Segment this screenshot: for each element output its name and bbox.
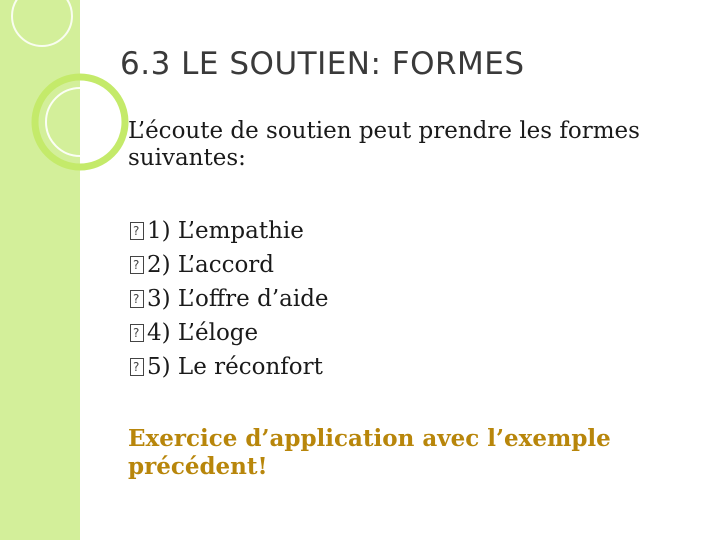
list-item-label: 2) L’accord bbox=[147, 252, 275, 278]
list-item bbox=[130, 248, 329, 282]
list-item-label: 3) L’offre d’aide bbox=[147, 286, 329, 312]
unknown-glyph-icon bbox=[130, 290, 144, 308]
slide-title: 6.3 LE SOUTIEN: FORMES bbox=[120, 46, 525, 82]
intro-text: L’écoute de soutien peut prendre les formes suivantes: bbox=[128, 118, 640, 171]
ring-large bbox=[35, 77, 125, 167]
unknown-glyph-icon bbox=[130, 222, 144, 240]
list-item bbox=[130, 214, 329, 248]
decorative-rings bbox=[0, 0, 140, 200]
exercise-text: Exercice d’application avec l’exemple précédent! bbox=[128, 425, 611, 480]
unknown-glyph-icon bbox=[130, 358, 144, 376]
unknown-glyph-icon bbox=[130, 324, 144, 342]
list-item bbox=[130, 316, 329, 350]
ring-inner bbox=[46, 88, 114, 156]
list-item bbox=[130, 350, 329, 384]
ring-small bbox=[12, 0, 72, 46]
list-item-label: 5) Le réconfort bbox=[147, 354, 323, 380]
list-item-label: 4) L’éloge bbox=[147, 320, 259, 346]
list-item-label: 1) L’empathie bbox=[147, 218, 304, 244]
unknown-glyph-icon bbox=[130, 256, 144, 274]
forms-list bbox=[130, 214, 329, 384]
list-item bbox=[130, 282, 329, 316]
